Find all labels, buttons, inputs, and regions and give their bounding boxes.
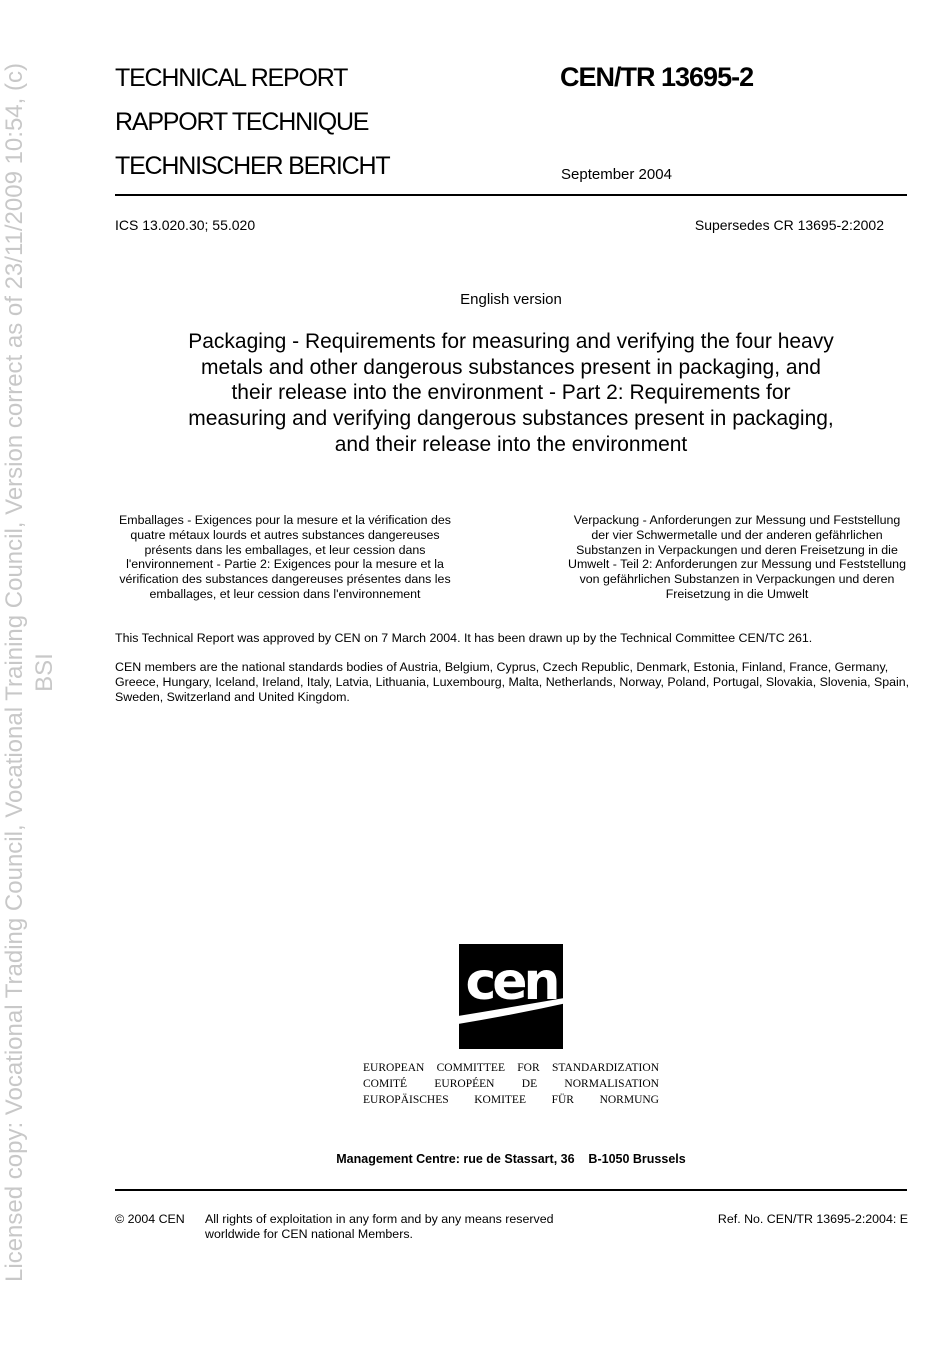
- org-name-french: COMITÉ EUROPÉEN DE NORMALISATION: [363, 1078, 659, 1090]
- german-title: Verpackung - Anforderungen zur Messung und Feststellung der vier Schwermetalle und der anderen gefährlichen Substanzen in Verpackungen und deren Freisetzung in die Umwelt - Teil 2: Anforderungen zur Messung und Feststellung von gefährlichen Substanzen in Verpackungen und deren Freisetzung in die Umwelt: [568, 513, 906, 601]
- approval-statement: This Technical Report was approved by CEN on 7 March 2004. It has been drawn up by the Technical Committee CEN/TC 261.: [115, 631, 813, 645]
- ics-code: ICS 13.020.30; 55.020: [115, 217, 256, 233]
- french-title: Emballages - Exigences pour la mesure et la vérification des quatre métaux lourds et autres substances dangereuses présents dans les emballages, et leur cession dans l'environnement - Partie 2: Exigences pour la mesure et la vérification des substances dangereuses présentes dans les emballages, et leur cession dans l'environnement: [119, 513, 451, 601]
- rights-line-1: All rights of exploitation in any form and by any means reserved: [205, 1212, 554, 1226]
- org-name-german: EUROPÄISCHES KOMITEE FÜR NORMUNG: [363, 1094, 659, 1106]
- management-centre-address: Management Centre: rue de Stassart, 36 B-1050 Brussels: [336, 1152, 686, 1166]
- report-type-french: RAPPORT TECHNIQUE: [115, 108, 369, 136]
- report-type-german: TECHNISCHER BERICHT: [115, 152, 390, 180]
- cen-logo-text: cen: [465, 952, 557, 1012]
- org-name-english: EUROPEAN COMMITTEE FOR STANDARDIZATION: [363, 1062, 659, 1074]
- watermark-line-1: Licensed copy: Vocational Trading Council, Vocational Training Council, Version correct as of 23/11/2009 10:54, (c): [1, 63, 28, 1282]
- cen-members-statement: CEN members are the national standards bodies of Austria, Belgium, Cyprus, Czech Republic, Denmark, Estonia, Finland, France, Germany, Greece, Hungary, Iceland, Ireland, Italy, Latvia, Lithuania, Luxembourg, Malta, Netherlands, Norway, Poland, Portugal, Slovakia, Slovenia, Spain, Sweden, Switzerland and United Kingdom.: [115, 660, 910, 704]
- report-type-english: TECHNICAL REPORT: [115, 64, 348, 92]
- license-watermark: [0, 0, 64, 1345]
- reference-number: Ref. No. CEN/TR 13695-2:2004: E: [717, 1212, 908, 1226]
- copyright-notice: © 2004 CEN: [115, 1212, 185, 1226]
- watermark-line-2: BSI: [31, 653, 58, 692]
- publication-date: September 2004: [561, 166, 672, 183]
- language-version: English version: [460, 291, 562, 308]
- cen-logo: [458, 944, 578, 1049]
- supersedes-note: Supersedes CR 13695-2:2002: [694, 217, 884, 233]
- footer-divider: [115, 1189, 907, 1191]
- cen-logo-graphic: [458, 944, 578, 1049]
- header-divider: [115, 194, 907, 196]
- rights-line-2: worldwide for CEN national Members.: [205, 1227, 413, 1241]
- document-number: CEN/TR 13695-2: [560, 62, 754, 92]
- document-title: Packaging - Requirements for measuring and verifying the four heavy metals and other dangerous substances present in packaging, and their release into the environment - Part 2: Requirements for measuring and verifying dangerous substances present in packaging, and their release into the environment: [188, 330, 834, 456]
